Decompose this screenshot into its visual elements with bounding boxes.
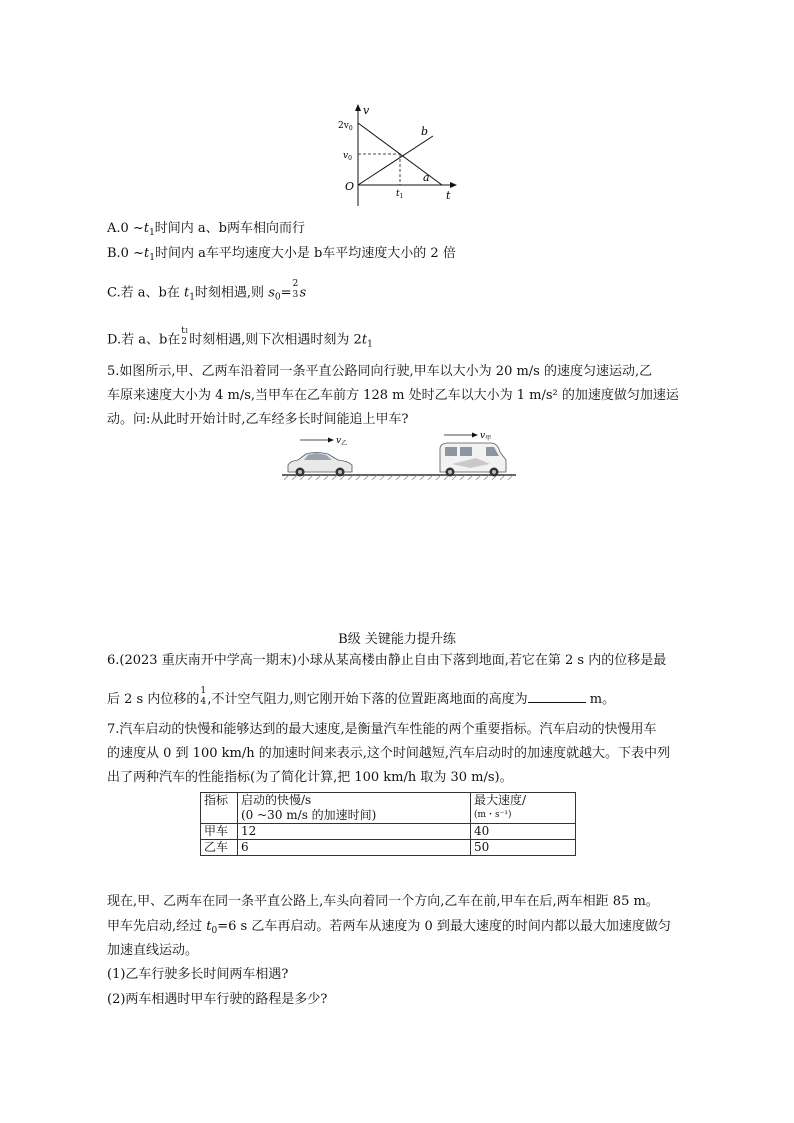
v-yi-label: $v_乙$ — [336, 436, 348, 447]
table-cell: 12 — [238, 824, 471, 840]
option-c: C.若 a、b在 $t_1$时刻相遇,则 $s_0=$ 2 3 s — [107, 279, 307, 303]
q7-line-3: 出了两种汽车的性能指标(为了简化计算,把 100 km/h 取为 30 m/s)。 — [107, 770, 513, 785]
q7-line-1: 7.汽车启动的快慢和能够达到的最大速度,是衡量汽车性能的两个重要指标。汽车启动的快慢用车 — [107, 722, 657, 737]
table-cell: 乙车 — [201, 840, 238, 856]
q7-after-line-1: 现在,甲、乙两车在同一条平直公路上,车头向着同一个方向,乙车在前,甲车在后,两车相距 85 m。 — [107, 894, 659, 909]
t1-label: $t_1$ — [396, 189, 404, 200]
table-row — [201, 840, 576, 856]
v-axis-arrow — [355, 104, 361, 111]
q6-line-1: 6.(2023 重庆南开中学高一期末)小球从某高楼由静止自由下落到地面,若它在第 2 s 内的位移是最 — [107, 653, 667, 668]
performance-table — [200, 792, 576, 856]
q7-after-line-3: 加速直线运动。 — [107, 943, 199, 958]
line-a-label: a — [423, 171, 430, 184]
table-cell: 6 — [238, 840, 471, 856]
origin-label: O — [345, 180, 355, 193]
header-max-speed: 最大速度/ (m・s⁻¹) — [471, 793, 576, 824]
v-jia-label: $v_甲$ — [480, 431, 492, 442]
table-header-row — [201, 793, 576, 824]
t-axis-label: t — [446, 189, 451, 202]
vt-graph — [335, 102, 465, 210]
answer-blank[interactable] — [528, 690, 586, 703]
car-yi-icon — [288, 453, 352, 477]
q7-line-2: 的速度从 0 到 100 km/h 的加速时间来表示,这个时间越短,汽车启动时的加速度就越大。下表中列 — [107, 746, 670, 761]
line-b — [358, 136, 433, 185]
option-d: D.若 a、b在 t1 2 时刻相遇,则下次相遇时刻为 $2t_1$ — [107, 326, 373, 350]
two-v0-label: $2v_0$ — [338, 121, 353, 132]
q6-line-2: 后 2 s 内位移的 1 4 ,不计空气阻力,则它刚开始下落的位置距离地面的高度为 m。 — [107, 685, 616, 707]
table-cell: 甲车 — [201, 824, 238, 840]
q5-line-1: 5.如图所示,甲、乙两车沿着同一条平直公路同向行驶,甲车以大小为 20 m/s 的速度匀速运动,乙 — [107, 364, 653, 379]
table-cell: 40 — [471, 824, 576, 840]
car-jia-icon — [440, 443, 506, 477]
cars-illustration — [280, 428, 520, 482]
header-index: 指标 — [201, 793, 238, 824]
option-a: A.0 $\sim t_1$时间内 a、b两车相向而行 — [107, 221, 306, 238]
table-row — [201, 824, 576, 840]
header-accel: 启动的快慢/s (0 ~30 m/s 的加速时间) — [238, 793, 471, 824]
q5-line-2: 车原来速度大小为 4 m/s,当甲车在乙车前方 128 m 处时乙车以大小为 1 m/s² 的加速度做匀加速运 — [107, 388, 679, 403]
t-axis-arrow — [450, 182, 457, 188]
line-b-label: b — [421, 125, 429, 138]
q5-line-3: 动。问:从此时开始计时,乙车经多长时间能追上甲车? — [107, 412, 409, 427]
q7-after-line-2: 甲车先启动,经过 $t_0=6$ s 乙车再启动。若两车从速度为 0 到最大速度的时间内都以最大加速度做匀 — [107, 919, 671, 936]
option-b: B.0 $\sim t_1$时间内 a车平均速度大小是 b车平均速度大小的 2 倍 — [107, 246, 456, 263]
table-cell: 50 — [471, 840, 576, 856]
v-axis-label: v — [363, 104, 370, 117]
v0-label: $v_0$ — [343, 151, 352, 162]
q7-sub-question-2: (2)两车相遇时甲车行驶的路程是多少? — [107, 992, 328, 1007]
section-b-heading: B级 关键能力提升练 — [338, 632, 456, 647]
q7-sub-question-1: (1)乙车行驶多长时间两车相遇? — [107, 967, 289, 982]
